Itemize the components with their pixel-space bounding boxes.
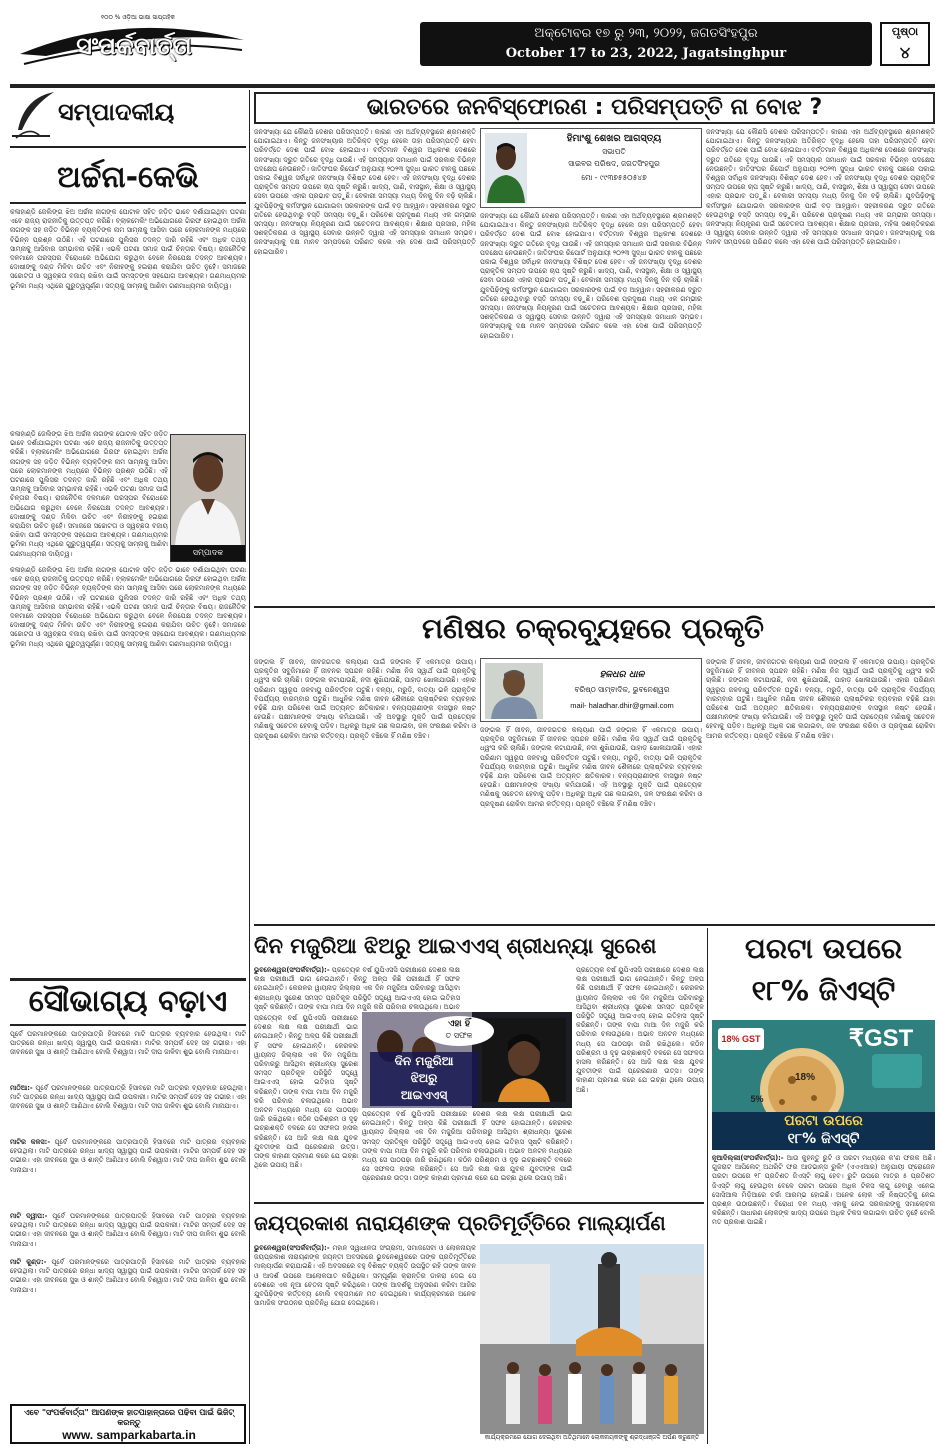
article1-author-photo: [485, 133, 527, 203]
lucky-text-4: ପୂର୍ବେ ଘରମାନଙ୍କରେ ପାତ୍ରପାତ୍ରି ହିସାବରେ ମାଟି ପାତ୍ରର ବ୍ୟବହାର ହେଉଥିଲା। ମାଟି ପାତ୍ରରେ ରନ୍ଧା ଖାଦ୍ୟ ସ୍ୱାସ୍ଥ୍ୟ ପାଇଁ ଉପକାରୀ। ମାଟିର ସମ୍ପର୍କ ଦେହ ସହ ଗଭୀର। ଏହା ଜୀବନରେ ସୁଖ ଓ ଶାନ୍ତି ଆଣିଥାଏ ବୋଲି ବିଶ୍ୱାସ। ମାଟି ଦୀପ ଜାଳିବା ଶୁଭ ବୋଲି ମାନାଯାଏ।: [10, 1258, 246, 1294]
editorial-section-title: ସମ୍ପାଦକୀୟ: [58, 98, 175, 126]
lucky-text-2: ପୂର୍ବେ ଘରମାନଙ୍କରେ ପାତ୍ରପାତ୍ରି ହିସାବରେ ମାଟି ପାତ୍ରର ବ୍ୟବହାର ହେଉଥିଲା। ମାଟି ପାତ୍ରରେ ରନ୍ଧା ଖାଦ୍ୟ ସ୍ୱାସ୍ଥ୍ୟ ପାଇଁ ଉପକାରୀ। ମାଟିର ସମ୍ପର୍କ ଦେହ ସହ ଗଭୀର। ଏହା ଜୀବନରେ ସୁଖ ଓ ଶାନ୍ତି ଆଣିଥାଏ ବୋଲି ବିଶ୍ୱାସ। ମାଟି ଦୀପ ଜାଳିବା ଶୁଭ ବୋଲି ମାନାଯାଏ।: [10, 1138, 246, 1174]
editorial-body-bottom: କଳାହାଣ୍ଡି ଜେଲିଙ୍ଗ ଝିଅ ଅର୍ଚ୍ଚନା ନାଗଙ୍କ ଘୋଟାଳ ସହିତ ଜଡ଼ିତ ଭାବେ ଦର୍ଶାଯାଇଥିବା ଘଟଣା ଏବେ ରାଜ୍ୟ ରାଜନୀତିକୁ ଉତ୍ତପ୍ତ କରିଛି। ବ୍ଲାକମେଲିଂ ଅଭିଯୋଗରେ ଗିରଫ ହୋଇଥିବା ଅର୍ଚ୍ଚନା ନାଗଙ୍କ ସହ ଜଡ଼ିତ ବିଭିନ୍ନ ବ୍ୟକ୍ତିଙ୍କ ନାମ ସାମ୍ନାକୁ ଆସିବା ପରେ ଲୋକମାନଙ୍କ ମଧ୍ୟରେ ବିଭିନ୍ନ ପ୍ରଶ୍ନ ଉଠିଛି। ଏହି ଘଟଣାରେ ପୁଲିସର ତଦନ୍ତ ଜାରି ରହିଛି ଏବଂ ଅଧିକ ତଥ୍ୟ ସାମ୍ନାକୁ ଆସିବାର ସମ୍ଭାବନା ରହିଛି। ଏଭଳି ଘଟଣା ସମାଜ ପାଇଁ ଚିନ୍ତାର ବିଷୟ। ରାଜନୈତିକ ଦଳମାନେ ପରସ୍ପର ବିରୋଧରେ ଅଭିଯୋଗ କରୁଥିବା ବେଳେ ନିରପେକ୍ଷ ତଦନ୍ତ ଆବଶ୍ୟକ। ଦୋଷୀଙ୍କୁ ଦଣ୍ଡ ମିଳିବା ଉଚିତ ଏବଂ ନିରୀହଙ୍କୁ ହଇରାଣ କରାଯିବା ଉଚିତ ନୁହେଁ। ସମାଜରେ ସଚ୍ଚୋଟତା ଓ ସ୍ୱଚ୍ଛତା ବଜାୟ ରଖିବା ପାଇଁ ସମସ୍ତଙ୍କ ସହଯୋଗ ଆବଶ୍ୟକ। ଗଣମାଧ୍ୟମର ଭୂମିକା ମଧ୍ୟ ଏଥିରେ ଗୁରୁତ୍ୱପୂର୍ଣ୍ଣ। ସତ୍ୟକୁ ସାମ୍ନାକୁ ଆଣିବା ଗଣମାଧ୍ୟମର ଦାୟିତ୍ୱ।: [10, 566, 246, 648]
article3-dateline: ଭୁବନେଶ୍ୱର(ସଂପର୍କବାର୍ତ୍ତା):-: [254, 966, 330, 974]
article3-photo-text-5: ଆଇଏଏସ୍: [400, 1088, 448, 1102]
article3-headline: ଦିନ ମଜୁରିଆ ଝିଅରୁ ଆଇଏଏସ୍ ଶ୍ରୀଧନ୍ୟା ସୁରେଶ: [254, 934, 657, 958]
lucky-block-3: [10, 1212, 246, 1256]
lucky-block-4: [10, 1258, 246, 1298]
article1-col2: ଜନସଂଖ୍ୟା ଯେ କୌଣସି ଦେଶର ପରିସମ୍ପତ୍ତି। କାରଣ ଏହା ଅର୍ଥବ୍ୟବସ୍ଥାରେ ଶ୍ରମଶକ୍ତି ଯୋଗାଇଥାଏ। କିନ୍ତୁ ଜନସଂଖ୍ୟାର ଅତିରିକ୍ତ ବୃଦ୍ଧି ହେଲେ ତାହା ପରିସମ୍ପତ୍ତି ହେବା ପରିବର୍ତ୍ତେ ଦେଶ ପାଇଁ ବୋଝ ହୋଇଯାଏ। ବର୍ତ୍ତମାନ ବିଶ୍ୱର ଅଧିକାଂଶ ଦେଶରେ ଜନସଂଖ୍ୟା ଦ୍ରୁତ ଗତିରେ ବୃଦ୍ଧି ପାଉଛି। ଏହି ସମସ୍ୟାର ସମାଧାନ ପାଇଁ ସରକାର ବିଭିନ୍ନ ପଦକ୍ଷେପ ନେଉଛନ୍ତି। ଜାତିସଂଘର ରିପୋର୍ଟ ଅନୁଯାୟୀ ୨୦୨୩ ସୁଦ୍ଧା ଭାରତ ଚୀନକୁ ପଛରେ ପକାଇ ବିଶ୍ୱର ସର୍ବାଧିକ ଜନସଂଖ୍ୟା ବିଶିଷ୍ଟ ଦେଶ ହେବ। ଏହି ଜନସଂଖ୍ୟା ବୃଦ୍ଧି ଦେଶର ପ୍ରାକୃତିକ ସମ୍ପଦ ଉପରେ ଚାପ ସୃଷ୍ଟି କରୁଛି। ଖାଦ୍ୟ, ପାଣି, ବାସସ୍ଥାନ, ଶିକ୍ଷା ଓ ସ୍ୱାସ୍ଥ୍ୟ ସେବା ଉପରେ ଏହାର ପ୍ରଭାବ ପଡ଼ୁଛି। ବେକାରୀ ସମସ୍ୟା ମଧ୍ୟ ଦିନକୁ ଦିନ ବଢ଼ି ଚାଲିଛି। ଯୁବପିଢ଼ିଙ୍କୁ କର୍ମସଂସ୍ଥାନ ଯୋଗାଇବା ସରକାରଙ୍କ ପାଇଁ ବଡ଼ ଆହ୍ୱାନ। ସହରୀକରଣ ଦ୍ରୁତ ଗତିରେ ହେଉଥିବାରୁ ବସ୍ତି ସମସ୍ୟା ବଢ଼ୁଛି। ପରିବେଶ ପ୍ରଦୂଷଣ ମଧ୍ୟ ଏକ ଗମ୍ଭୀର ସମସ୍ୟା। ଜନସଂଖ୍ୟା ନିୟନ୍ତ୍ରଣ ପାଇଁ ସଚେତନତା ଆବଶ୍ୟକ। ଶିକ୍ଷାର ପ୍ରସାର, ମହିଳା ସଶକ୍ତିକରଣ ଓ ସ୍ୱାସ୍ଥ୍ୟ ସେବାର ଉନ୍ନତି ଦ୍ୱାରା ଏହି ସମସ୍ୟାର ସମାଧାନ ସମ୍ଭବ। ଜନସଂଖ୍ୟାକୁ ଦକ୍ଷ ମାନବ ସମ୍ପଦରେ ପରିଣତ କଲେ ଏହା ଦେଶ ପାଇଁ ପରିସମ୍ପତ୍ତି ହୋଇପାରିବ।: [480, 212, 702, 340]
article4-dateline: ନୂଆଦିଲ୍ଲୀ(ସଂପର୍କବାର୍ତ୍ତା):-: [712, 1154, 784, 1162]
article5-body-text: ମହାନ ସ୍ୱାଧୀନତା ସଂଗ୍ରାମୀ, ସମାଜସେବୀ ଓ ଲୋକନାୟକ ଜୟପ୍ରକାଶ ନାରାୟଣଙ୍କ ଜୟନ୍ତୀ ଅବସରରେ ଭୁବନେଶ୍ୱରରେ ତାଙ୍କ ପ୍ରତିମୂର୍ତ୍ତିରେ ମାଲ୍ୟାର୍ପଣ କରାଯାଇଛି। ଏହି ଅବସରରେ ବହୁ ବିଶିଷ୍ଟ ବ୍ୟକ୍ତି ଉପସ୍ଥିତ ରହି ତାଙ୍କ ଜୀବନ ଓ ଆଦର୍ଶ ଉପରେ ଆଲୋକପାତ କରିଥିଲେ। ସମ୍ପୂର୍ଣ୍ଣ କ୍ରାନ୍ତିର ଡାକରା ଦେଇ ସେ ଦେଶରେ ଏକ ନୂଆ ଚେତନା ସୃଷ୍ଟି କରିଥିଲେ। ତାଙ୍କ ଆଦର୍ଶକୁ ଅନୁସରଣ କରିବା ଆଜିର ଯୁବପିଢ଼ିଙ୍କ କର୍ତ୍ତବ୍ୟ ବୋଲି ବକ୍ତାମାନେ ମତ ଦେଇଥିଲେ। କାର୍ଯ୍ୟକ୍ରମରେ ଅନେକ ସାମାଜିକ ସଂଗଠନର ପ୍ରତିନିଧି ଯୋଗ ଦେଇଥିଲେ।: [254, 1244, 476, 1308]
page-number: ୪: [899, 43, 911, 62]
article1-col1: ଜନସଂଖ୍ୟା ଯେ କୌଣସି ଦେଶର ପରିସମ୍ପତ୍ତି। କାରଣ ଏହା ଅର୍ଥବ୍ୟବସ୍ଥାରେ ଶ୍ରମଶକ୍ତି ଯୋଗାଇଥାଏ। କିନ୍ତୁ ଜନସଂଖ୍ୟାର ଅତିରିକ୍ତ ବୃଦ୍ଧି ହେଲେ ତାହା ପରିସମ୍ପତ୍ତି ହେବା ପରିବର୍ତ୍ତେ ଦେଶ ପାଇଁ ବୋଝ ହୋଇଯାଏ। ବର୍ତ୍ତମାନ ବିଶ୍ୱର ଅଧିକାଂଶ ଦେଶରେ ଜନସଂଖ୍ୟା ଦ୍ରୁତ ଗତିରେ ବୃଦ୍ଧି ପାଉଛି। ଏହି ସମସ୍ୟାର ସମାଧାନ ପାଇଁ ସରକାର ବିଭିନ୍ନ ପଦକ୍ଷେପ ନେଉଛନ୍ତି। ଜାତିସଂଘର ରିପୋର୍ଟ ଅନୁଯାୟୀ ୨୦୨୩ ସୁଦ୍ଧା ଭାରତ ଚୀନକୁ ପଛରେ ପକାଇ ବିଶ୍ୱର ସର୍ବାଧିକ ଜନସଂଖ୍ୟା ବିଶିଷ୍ଟ ଦେଶ ହେବ। ଏହି ଜନସଂଖ୍ୟା ବୃଦ୍ଧି ଦେଶର ପ୍ରାକୃତିକ ସମ୍ପଦ ଉପରେ ଚାପ ସୃଷ୍ଟି କରୁଛି। ଖାଦ୍ୟ, ପାଣି, ବାସସ୍ଥାନ, ଶିକ୍ଷା ଓ ସ୍ୱାସ୍ଥ୍ୟ ସେବା ଉପରେ ଏହାର ପ୍ରଭାବ ପଡ଼ୁଛି। ବେକାରୀ ସମସ୍ୟା ମଧ୍ୟ ଦିନକୁ ଦିନ ବଢ଼ି ଚାଲିଛି। ଯୁବପିଢ଼ିଙ୍କୁ କର୍ମସଂସ୍ଥାନ ଯୋଗାଇବା ସରକାରଙ୍କ ପାଇଁ ବଡ଼ ଆହ୍ୱାନ। ସହରୀକରଣ ଦ୍ରୁତ ଗତିରେ ହେଉଥିବାରୁ ବସ୍ତି ସମସ୍ୟା ବଢ଼ୁଛି। ପରିବେଶ ପ୍ରଦୂଷଣ ମଧ୍ୟ ଏକ ଗମ୍ଭୀର ସମସ୍ୟା। ଜନସଂଖ୍ୟା ନିୟନ୍ତ୍ରଣ ପାଇଁ ସଚେତନତା ଆବଶ୍ୟକ। ଶିକ୍ଷାର ପ୍ରସାର, ମହିଳା ସଶକ୍ତିକରଣ ଓ ସ୍ୱାସ୍ଥ୍ୟ ସେବାର ଉନ୍ନତି ଦ୍ୱାରା ଏହି ସମସ୍ୟାର ସମାଧାନ ସମ୍ଭବ। ଜନସଂଖ୍ୟାକୁ ଦକ୍ଷ ମାନବ ସମ୍ପଦରେ ପରିଣତ କଲେ ଏହା ଦେଶ ପାଇଁ ପରିସମ୍ପତ୍ତି ହୋଇପାରିବ।: [254, 128, 476, 256]
article1-author-name: ହିମାଂଶୁ ଶେଖର ଆଗସ୍ତ୍ୟ: [566, 133, 662, 144]
article3-photo-text-3: ଦିନ ମଜୁରିଆ: [394, 1054, 454, 1068]
promo-website-link[interactable]: www. samparkabarta.in: [62, 1428, 196, 1442]
article3-photo-bubble: [424, 1016, 494, 1046]
article3-photo-label-box: [370, 1052, 478, 1106]
masthead-rule: [10, 84, 935, 88]
article1-author-phone: ମୋ - ୯୯୩୭୫୫୦୫୪୭: [581, 173, 647, 182]
article2-headline: ମଣିଷର ଚକ୍ରବ୍ୟୂହରେ ପ୍ରକୃତି: [393, 610, 793, 652]
article2-author-photo: [485, 663, 543, 719]
gst-pct-b: 18%: [794, 1072, 815, 1083]
article3-photo: [362, 1012, 572, 1108]
lucky-block-2: [10, 1138, 246, 1210]
editorial-body-top: କଳାହାଣ୍ଡି ଜେଲିଙ୍ଗ ଝିଅ ଅର୍ଚ୍ଚନା ନାଗଙ୍କ ଘୋଟାଳ ସହିତ ଜଡ଼ିତ ଭାବେ ଦର୍ଶାଯାଇଥିବା ଘଟଣା ଏବେ ରାଜ୍ୟ ରାଜନୀତିକୁ ଉତ୍ତପ୍ତ କରିଛି। ବ୍ଲାକମେଲିଂ ଅଭିଯୋଗରେ ଗିରଫ ହୋଇଥିବା ଅର୍ଚ୍ଚନା ନାଗଙ୍କ ସହ ଜଡ଼ିତ ବିଭିନ୍ନ ବ୍ୟକ୍ତିଙ୍କ ନାମ ସାମ୍ନାକୁ ଆସିବା ପରେ ଲୋକମାନଙ୍କ ମଧ୍ୟରେ ବିଭିନ୍ନ ପ୍ରଶ୍ନ ଉଠିଛି। ଏହି ଘଟଣାରେ ପୁଲିସର ତଦନ୍ତ ଜାରି ରହିଛି ଏବଂ ଅଧିକ ତଥ୍ୟ ସାମ୍ନାକୁ ଆସିବାର ସମ୍ଭାବନା ରହିଛି। ଏଭଳି ଘଟଣା ସମାଜ ପାଇଁ ଚିନ୍ତାର ବିଷୟ। ରାଜନୈତିକ ଦଳମାନେ ପରସ୍ପର ବିରୋଧରେ ଅଭିଯୋଗ କରୁଥିବା ବେଳେ ନିରପେକ୍ଷ ତଦନ୍ତ ଆବଶ୍ୟକ। ଦୋଷୀଙ୍କୁ ଦଣ୍ଡ ମିଳିବା ଉଚିତ ଏବଂ ନିରୀହଙ୍କୁ ହଇରାଣ କରାଯିବା ଉଚିତ ନୁହେଁ। ସମାଜରେ ସଚ୍ଚୋଟତା ଓ ସ୍ୱଚ୍ଛତା ବଜାୟ ରଖିବା ପାଇଁ ସମସ୍ତଙ୍କ ସହଯୋଗ ଆବଶ୍ୟକ। ଗଣମାଧ୍ୟମର ଭୂମିକା ମଧ୍ୟ ଏଥିରେ ଗୁରୁତ୍ୱପୂର୍ଣ୍ଣ। ସତ୍ୟକୁ ସାମ୍ନାକୁ ଆଣିବା ଗଣମାଧ୍ୟମର ଦାୟିତ୍ୱ।: [10, 208, 246, 290]
article1-byline: [480, 128, 702, 208]
article4-body-text: ଆଉ କୁହନ୍ତୁ ରୁଟି ଓ ପରଟା ମଧ୍ୟରେ କ'ଣ ଫରକ ଅଛି। ଗୁଜରାଟ ଆପିଲେଟ୍ ଅଥରିଟି ଫର ଆଡଭାନ୍ସ ରୁଲିଂ (ଏଏଏଆର) ଅନୁଯାୟୀ ଫ୍ରୋଜେନ ପରଟା ଉପରେ ୧୮ ପ୍ରତିଶତ ଜିଏସ୍‌ଟି ଲାଗୁ ହେବ। ରୁଟି ଉପରେ ମାତ୍ର ୫ ପ୍ରତିଶତ ଜିଏସ୍‌ଟି ଲାଗୁ ହେଉଥିବା ବେଳେ ପରଟା ଉପରେ ଅଧିକ ଟିକସ ଲାଗୁ ହେବାରୁ ଏନେଇ ସୋସିଆଲ ମିଡ଼ିଆରେ ଚର୍ଚ୍ଚା ଆରମ୍ଭ ହୋଇଛି। ଅନେକ ଲୋକ ଏହି ନିଷ୍ପତ୍ତିକୁ ନେଇ ପ୍ରଶ୍ନ ଉଠାଉଛନ୍ତି। ବିରୋଧୀ ଦଳ ମଧ୍ୟ ଏହାକୁ ନେଇ ସରକାରଙ୍କୁ ସମାଲୋଚନା କରିଛନ୍ତି। ସାଧାରଣ ଲୋକଙ୍କ ଖାଦ୍ୟ ଉପରେ ଅଧିକ ଟିକସ ଲଗାଇବା ଉଚିତ ନୁହେଁ ବୋଲି ମତ ପ୍ରକାଶ ପାଇଛି।: [712, 1154, 935, 1227]
lucky-label-3: ମାଟି ଦ୍ୱୀପ:-: [10, 1212, 48, 1220]
article3-bottom-rule: [254, 1202, 704, 1204]
article5-headline: ଜୟପ୍ରକାଶ ନାରାୟଣଙ୍କ ପ୍ରତିମୂର୍ତ୍ତିରେ ମାଲ୍ୟାର୍ପଣ: [254, 1211, 666, 1235]
editorial-body-wrap: [10, 430, 168, 562]
article2-col2: ଜଙ୍ଗଲ ହିଁ ଜୀବନ, ଜୀବଜଗତର କଲ୍ୟାଣ ପାଇଁ ଜଙ୍ଗଲ ହିଁ ଏକମାତ୍ର ଉପାୟ। ପ୍ରକୃତିର ସବୁଜିମାରେ ହିଁ ଜୀବନର ସ୍ପନ୍ଦନ ରହିଛି। ମଣିଷ ନିଜ ସ୍ୱାର୍ଥ ପାଇଁ ପ୍ରକୃତିକୁ ଧ୍ୱଂସ କରି ଚାଲିଛି। ଜଙ୍ଗଲ କଟାଯାଉଛି, ନଦୀ ଶୁଖିଯାଉଛି, ପାହାଡ଼ ଖୋଳାଯାଉଛି। ଏହାର ପରିଣାମ ସ୍ୱରୂପ ଜଳବାୟୁ ପରିବର୍ତ୍ତନ ଘଟୁଛି। ବନ୍ୟା, ମରୁଡ଼ି, ବାତ୍ୟା ଭଳି ପ୍ରାକୃତିକ ବିପର୍ଯ୍ୟୟ ବାରମ୍ବାର ଘଟୁଛି। ଆଧୁନିକ ମଣିଷ ଜୀବନ ଶୈଳୀରେ ପ୍ଲାଷ୍ଟିକର ବ୍ୟବହାର ବଢ଼ିଛି ଯାହା ପରିବେଶ ପାଇଁ ଅତ୍ୟନ୍ତ କ୍ଷତିକାରକ। ବନ୍ୟପ୍ରାଣୀଙ୍କ ବାସସ୍ଥାନ ନଷ୍ଟ ହେଉଛି। ପକ୍ଷୀମାନଙ୍କ ସଂଖ୍ୟା କମିଯାଉଛି। ଏହି ଅବସ୍ଥାରୁ ମୁକ୍ତି ପାଇଁ ପ୍ରତ୍ୟେକ ମଣିଷକୁ ସଚେତନ ହେବାକୁ ପଡ଼ିବ। ଅଧିକରୁ ଅଧିକ ଗଛ ଲଗାଇବା, ଜଳ ସଂରକ୍ଷଣ କରିବା ଓ ପ୍ରଦୂଷଣ ରୋକିବା ଆମର କର୍ତ୍ତବ୍ୟ। ପ୍ରକୃତି ବଞ୍ଚିଲେ ହିଁ ମଣିଷ ବଞ୍ଚିବ।: [480, 726, 702, 808]
article4-headline-text: ପରଟା ଉପରେ ୧୮% ଜିଏସ୍‌ଟି: [744, 932, 903, 1007]
editorial-section-head: [10, 90, 246, 142]
page-number-box: [880, 22, 930, 66]
article3-col1: [254, 966, 460, 1012]
article5-dateline: ଭୁବନେଶ୍ୱର(ସଂପର୍କବାର୍ତ୍ତା):-: [254, 1244, 330, 1252]
page-label: ପୃଷ୍ଠା: [891, 25, 919, 38]
gst-badge: 18% GST: [718, 1028, 764, 1050]
article4-body: [712, 1154, 935, 1444]
quill-pen-icon: [10, 90, 56, 140]
article2-col1: ଜଙ୍ଗଲ ହିଁ ଜୀବନ, ଜୀବଜଗତର କଲ୍ୟାଣ ପାଇଁ ଜଙ୍ଗଲ ହିଁ ଏକମାତ୍ର ଉପାୟ। ପ୍ରକୃତିର ସବୁଜିମାରେ ହିଁ ଜୀବନର ସ୍ପନ୍ଦନ ରହିଛି। ମଣିଷ ନିଜ ସ୍ୱାର୍ଥ ପାଇଁ ପ୍ରକୃତିକୁ ଧ୍ୱଂସ କରି ଚାଲିଛି। ଜଙ୍ଗଲ କଟାଯାଉଛି, ନଦୀ ଶୁଖିଯାଉଛି, ପାହାଡ଼ ଖୋଳାଯାଉଛି। ଏହାର ପରିଣାମ ସ୍ୱରୂପ ଜଳବାୟୁ ପରିବର୍ତ୍ତନ ଘଟୁଛି। ବନ୍ୟା, ମରୁଡ଼ି, ବାତ୍ୟା ଭଳି ପ୍ରାକୃତିକ ବିପର୍ଯ୍ୟୟ ବାରମ୍ବାର ଘଟୁଛି। ଆଧୁନିକ ମଣିଷ ଜୀବନ ଶୈଳୀରେ ପ୍ଲାଷ୍ଟିକର ବ୍ୟବହାର ବଢ଼ିଛି ଯାହା ପରିବେଶ ପାଇଁ ଅତ୍ୟନ୍ତ କ୍ଷତିକାରକ। ବନ୍ୟପ୍ରାଣୀଙ୍କ ବାସସ୍ଥାନ ନଷ୍ଟ ହେଉଛି। ପକ୍ଷୀମାନଙ୍କ ସଂଖ୍ୟା କମିଯାଉଛି। ଏହି ଅବସ୍ଥାରୁ ମୁକ୍ତି ପାଇଁ ପ୍ରତ୍ୟେକ ମଣିଷକୁ ସଚେତନ ହେବାକୁ ପଡ଼ିବ। ଅଧିକରୁ ଅଧିକ ଗଛ ଲଗାଇବା, ଜଳ ସଂରକ୍ଷଣ କରିବା ଓ ପ୍ରଦୂଷଣ ରୋକିବା ଆମର କର୍ତ୍ତବ୍ୟ। ପ୍ରକୃତି ବଞ୍ଚିଲେ ହିଁ ମଣିଷ ବଞ୍ଚିବ।: [254, 658, 476, 740]
editorial-rule: [10, 146, 246, 148]
article2-author-name: ହଳଧର ଧାଳ: [599, 669, 645, 680]
article1-author-role: ସଭାପତି: [602, 147, 626, 156]
article3-col1-side: ପ୍ରତ୍ୟେକ ବର୍ଷ ୟୁପିଏସସି ପରୀକ୍ଷାରେ ଦେଶର ଲକ୍ଷ ଲକ୍ଷ ପରୀକ୍ଷାର୍ଥୀ ଭାଗ ନେଇଥାନ୍ତି। କିନ୍ତୁ ଅଳ୍ପ କିଛି ପରୀକ୍ଷାର୍ଥୀ ହିଁ ସଫଳ ହୋଇଥାନ୍ତି। କେରଳର ୱାୟନାଡ଼ ଜିଲ୍ଲାର ଏକ ଦିନ ମଜୁରିଆ ପରିବାରରୁ ଆସିଥିବା ଶ୍ରୀଧନ୍ୟା ସୁରେଶ ସମସ୍ତ ପ୍ରତିକୂଳ ପରିସ୍ଥିତି ସତ୍ତ୍ୱେ ଆଇଏଏସ୍ ହୋଇ ଇତିହାସ ସୃଷ୍ଟି କରିଛନ୍ତି। ତାଙ୍କ ବାପା ମାଆ ଦିନ ମଜୁରି କରି ପରିବାର ଚଳାଉଥିଲେ। ଅଭାବ ଅନଟନ ମଧ୍ୟରେ ମଧ୍ୟ ସେ ପାଠପଢ଼ା ଜାରି ରଖିଥିଲେ। କଠିନ ପରିଶ୍ରମ ଓ ଦୃଢ଼ ଇଚ୍ଛାଶକ୍ତି ବଳରେ ସେ ସଫଳତା ହାସଲ କରିଛନ୍ତି। ସେ ଆଜି ଲକ୍ଷ ଲକ୍ଷ ଯୁବକ ଯୁବତୀଙ୍କ ପାଇଁ ପ୍ରେରଣାର ଉତ୍ସ। ତାଙ୍କ କାହାଣୀ ପ୍ରମାଣ କରେ ଯେ ଇଚ୍ଛା ଥିଲେ ଉପାୟ ଅଛି।: [254, 1014, 358, 1170]
gst-banner-line-1: ପରଟା ଉପରେ: [784, 1113, 863, 1129]
article3-col2: ପ୍ରତ୍ୟେକ ବର୍ଷ ୟୁପିଏସସି ପରୀକ୍ଷାରେ ଦେଶର ଲକ୍ଷ ଲକ୍ଷ ପରୀକ୍ଷାର୍ଥୀ ଭାଗ ନେଇଥାନ୍ତି। କିନ୍ତୁ ଅଳ୍ପ କିଛି ପରୀକ୍ଷାର୍ଥୀ ହିଁ ସଫଳ ହୋଇଥାନ୍ତି। କେରଳର ୱାୟନାଡ଼ ଜିଲ୍ଲାର ଏକ ଦିନ ମଜୁରିଆ ପରିବାରରୁ ଆସିଥିବା ଶ୍ରୀଧନ୍ୟା ସୁରେଶ ସମସ୍ତ ପ୍ରତିକୂଳ ପରିସ୍ଥିତି ସତ୍ତ୍ୱେ ଆଇଏଏସ୍ ହୋଇ ଇତିହାସ ସୃଷ୍ଟି କରିଛନ୍ତି। ତାଙ୍କ ବାପା ମାଆ ଦିନ ମଜୁରି କରି ପରିବାର ଚଳାଉଥିଲେ। ଅଭାବ ଅନଟନ ମଧ୍ୟରେ ମଧ୍ୟ ସେ ପାଠପଢ଼ା ଜାରି ରଖିଥିଲେ। କଠିନ ପରିଶ୍ରମ ଓ ଦୃଢ଼ ଇଚ୍ଛାଶକ୍ତି ବଳରେ ସେ ସଫଳତା ହାସଲ କରିଛନ୍ତି। ସେ ଆଜି ଲକ୍ଷ ଲକ୍ଷ ଯୁବକ ଯୁବତୀଙ୍କ ପାଇଁ ପ୍ରେରଣାର ଉତ୍ସ। ତାଙ୍କ କାହାଣୀ ପ୍ରମାଣ କରେ ଯେ ଇଚ୍ଛା ଥିଲେ ଉପାୟ ଅଛି।: [576, 966, 704, 1094]
article3-photo-text-2: ତ ସଫଳ: [445, 1031, 473, 1040]
article4-graphic: [712, 1020, 935, 1150]
lucky-title: ସୌଭାଗ୍ୟ ବଢ଼ାଏ: [28, 984, 228, 1019]
article4-headline: [712, 928, 935, 1018]
lucky-label-4: ମାଟି କୁଣ୍ଡ:-: [10, 1258, 47, 1266]
article1-headline: ଭାରତରେ ଜନବିସ୍ଫୋରଣ : ପରିସମ୍ପତ୍ତି ନା ବୋଝ ?: [254, 92, 935, 124]
lucky-title-rule: [10, 1024, 246, 1026]
column-divider: [249, 90, 250, 1444]
masthead-date-bar: [420, 22, 872, 66]
lucky-top-rule: [10, 978, 246, 981]
gst-pct-a: 5%: [750, 1094, 764, 1104]
article3-photo-text-1: ଏହା ହିଁ: [447, 1019, 470, 1029]
article3-col1-bottom: ପ୍ରତ୍ୟେକ ବର୍ଷ ୟୁପିଏସସି ପରୀକ୍ଷାରେ ଦେଶର ଲକ୍ଷ ଲକ୍ଷ ପରୀକ୍ଷାର୍ଥୀ ଭାଗ ନେଇଥାନ୍ତି। କିନ୍ତୁ ଅଳ୍ପ କିଛି ପରୀକ୍ଷାର୍ଥୀ ହିଁ ସଫଳ ହୋଇଥାନ୍ତି। କେରଳର ୱାୟନାଡ଼ ଜିଲ୍ଲାର ଏକ ଦିନ ମଜୁରିଆ ପରିବାରରୁ ଆସିଥିବା ଶ୍ରୀଧନ୍ୟା ସୁରେଶ ସମସ୍ତ ପ୍ରତିକୂଳ ପରିସ୍ଥିତି ସତ୍ତ୍ୱେ ଆଇଏଏସ୍ ହୋଇ ଇତିହାସ ସୃଷ୍ଟି କରିଛନ୍ତି। ତାଙ୍କ ବାପା ମାଆ ଦିନ ମଜୁରି କରି ପରିବାର ଚଳାଉଥିଲେ। ଅଭାବ ଅନଟନ ମଧ୍ୟରେ ମଧ୍ୟ ସେ ପାଠପଢ଼ା ଜାରି ରଖିଥିଲେ। କଠିନ ପରିଶ୍ରମ ଓ ଦୃଢ଼ ଇଚ୍ଛାଶକ୍ତି ବଳରେ ସେ ସଫଳତା ହାସଲ କରିଛନ୍ତି। ସେ ଆଜି ଲକ୍ଷ ଲକ୍ଷ ଯୁବକ ଯୁବତୀଙ୍କ ପାଇଁ ପ୍ରେରଣାର ଉତ୍ସ। ତାଙ୍କ କାହାଣୀ ପ୍ରମାଣ କରେ ଯେ ଇଚ୍ଛା ଥିଲେ ଉପାୟ ଅଛି।: [362, 1110, 572, 1183]
lucky-text-3: ପୂର୍ବେ ଘରମାନଙ୍କରେ ପାତ୍ରପାତ୍ରି ହିସାବରେ ମାଟି ପାତ୍ରର ବ୍ୟବହାର ହେଉଥିଲା। ମାଟି ପାତ୍ରରେ ରନ୍ଧା ଖାଦ୍ୟ ସ୍ୱାସ୍ଥ୍ୟ ପାଇଁ ଉପକାରୀ। ମାଟିର ସମ୍ପର୍କ ଦେହ ସହ ଗଭୀର। ଏହା ଜୀବନରେ ସୁଖ ଓ ଶାନ୍ତି ଆଣିଥାଏ ବୋଲି ବିଶ୍ୱାସ। ମାଟି ଦୀପ ଜାଳିବା ଶୁଭ ବୋଲି ମାନାଯାଏ।: [10, 1212, 246, 1248]
lucky-text-1: ପୂର୍ବେ ଘରମାନଙ୍କରେ ପାତ୍ରପାତ୍ରି ହିସାବରେ ମାଟି ପାତ୍ରର ବ୍ୟବହାର ହେଉଥିଲା। ମାଟି ପାତ୍ରରେ ରନ୍ଧା ଖାଦ୍ୟ ସ୍ୱାସ୍ଥ୍ୟ ପାଇଁ ଉପକାରୀ। ମାଟିର ସମ୍ପର୍କ ଦେହ ସହ ଗଭୀର। ଏହା ଜୀବନରେ ସୁଖ ଓ ଶାନ୍ତି ଆଣିଥାଏ ବୋଲି ବିଶ୍ୱାସ। ମାଟି ଦୀପ ଜାଳିବା ଶୁଭ ବୋଲି ମାନାଯାଏ।: [10, 1084, 246, 1111]
article1-col3: ଜନସଂଖ୍ୟା ଯେ କୌଣସି ଦେଶର ପରିସମ୍ପତ୍ତି। କାରଣ ଏହା ଅର୍ଥବ୍ୟବସ୍ଥାରେ ଶ୍ରମଶକ୍ତି ଯୋଗାଇଥାଏ। କିନ୍ତୁ ଜନସଂଖ୍ୟାର ଅତିରିକ୍ତ ବୃଦ୍ଧି ହେଲେ ତାହା ପରିସମ୍ପତ୍ତି ହେବା ପରିବର୍ତ୍ତେ ଦେଶ ପାଇଁ ବୋଝ ହୋଇଯାଏ। ବର୍ତ୍ତମାନ ବିଶ୍ୱର ଅଧିକାଂଶ ଦେଶରେ ଜନସଂଖ୍ୟା ଦ୍ରୁତ ଗତିରେ ବୃଦ୍ଧି ପାଉଛି। ଏହି ସମସ୍ୟାର ସମାଧାନ ପାଇଁ ସରକାର ବିଭିନ୍ନ ପଦକ୍ଷେପ ନେଉଛନ୍ତି। ଜାତିସଂଘର ରିପୋର୍ଟ ଅନୁଯାୟୀ ୨୦୨୩ ସୁଦ୍ଧା ଭାରତ ଚୀନକୁ ପଛରେ ପକାଇ ବିଶ୍ୱର ସର୍ବାଧିକ ଜନସଂଖ୍ୟା ବିଶିଷ୍ଟ ଦେଶ ହେବ। ଏହି ଜନସଂଖ୍ୟା ବୃଦ୍ଧି ଦେଶର ପ୍ରାକୃତିକ ସମ୍ପଦ ଉପରେ ଚାପ ସୃଷ୍ଟି କରୁଛି। ଖାଦ୍ୟ, ପାଣି, ବାସସ୍ଥାନ, ଶିକ୍ଷା ଓ ସ୍ୱାସ୍ଥ୍ୟ ସେବା ଉପରେ ଏହାର ପ୍ରଭାବ ପଡ଼ୁଛି। ବେକାରୀ ସମସ୍ୟା ମଧ୍ୟ ଦିନକୁ ଦିନ ବଢ଼ି ଚାଲିଛି। ଯୁବପିଢ଼ିଙ୍କୁ କର୍ମସଂସ୍ଥାନ ଯୋଗାଇବା ସରକାରଙ୍କ ପାଇଁ ବଡ଼ ଆହ୍ୱାନ। ସହରୀକରଣ ଦ୍ରୁତ ଗତିରେ ହେଉଥିବାରୁ ବସ୍ତି ସମସ୍ୟା ବଢ଼ୁଛି। ପରିବେଶ ପ୍ରଦୂଷଣ ମଧ୍ୟ ଏକ ଗମ୍ଭୀର ସମସ୍ୟା। ଜନସଂଖ୍ୟା ନିୟନ୍ତ୍ରଣ ପାଇଁ ସଚେତନତା ଆବଶ୍ୟକ। ଶିକ୍ଷାର ପ୍ରସାର, ମହିଳା ସଶକ୍ତିକରଣ ଓ ସ୍ୱାସ୍ଥ୍ୟ ସେବାର ଉନ୍ନତି ଦ୍ୱାରା ଏହି ସମସ୍ୟାର ସମାଧାନ ସମ୍ଭବ। ଜନସଂଖ୍ୟାକୁ ଦକ୍ଷ ମାନବ ସମ୍ପଦରେ ପରିଣତ କଲେ ଏହା ଦେଶ ପାଇଁ ପରିସମ୍ପତ୍ତି ହୋଇପାରିବ।: [706, 128, 935, 247]
lucky-block-1: [10, 1084, 246, 1136]
article5-photo-caption: କାର୍ଯ୍ୟକ୍ରମରେ ଯୋଗ ଦେଇଥିବା ଅତିଥିମାନେ ଲୋକନାୟକଙ୍କୁ ଶ୍ରଦ୍ଧାଞ୍ଜଳି ଅର୍ପଣ କରୁଛନ୍ତି: [484, 1434, 700, 1441]
editorial-title: ଅର୍ଚ୍ଚନା-କେଭି: [57, 160, 199, 195]
editorial-title-rule: [10, 202, 246, 204]
article5-body: [254, 1244, 476, 1444]
editor-photo: [170, 434, 246, 562]
promo-text: ଏବେ "ସଂପର୍କବାର୍ତ୍ତା" ଆପଣଙ୍କ ହାତପାହାନ୍ତାରେ ପଢିବା ପାଇଁ ଭିଜିଟ୍ କରନ୍ତୁ: [23, 1408, 235, 1427]
masthead-date-odia: ଅକ୍ଟୋବର ୧୭ ରୁ ୨୩, ୨୦୨୨, ଜଗତସିଂହପୁର: [534, 26, 758, 41]
article1-author-org: ସାଇବର ପରିଷଦ, ଜଗତସିଂହପୁର: [568, 159, 660, 168]
masthead-tagline: ୧୦୦ % ଓଡ଼ିଆ ଭାଷା ସାପ୍ତାହିକ: [101, 14, 175, 21]
gst-rupee-label: ₹GST: [848, 1025, 914, 1052]
article3-photo-text-4: ଝିଅରୁ: [410, 1071, 438, 1085]
article3-right-rule: [707, 928, 708, 1444]
masthead-date-english: October 17 to 23, 2022, Jagatsinghpur: [505, 46, 787, 61]
lucky-label-1: ମାଠିଆ:-: [10, 1084, 33, 1092]
masthead: [10, 8, 935, 92]
article2-col3: ଜଙ୍ଗଲ ହିଁ ଜୀବନ, ଜୀବଜଗତର କଲ୍ୟାଣ ପାଇଁ ଜଙ୍ଗଲ ହିଁ ଏକମାତ୍ର ଉପାୟ। ପ୍ରକୃତିର ସବୁଜିମାରେ ହିଁ ଜୀବନର ସ୍ପନ୍ଦନ ରହିଛି। ମଣିଷ ନିଜ ସ୍ୱାର୍ଥ ପାଇଁ ପ୍ରକୃତିକୁ ଧ୍ୱଂସ କରି ଚାଲିଛି। ଜଙ୍ଗଲ କଟାଯାଉଛି, ନଦୀ ଶୁଖିଯାଉଛି, ପାହାଡ଼ ଖୋଳାଯାଉଛି। ଏହାର ପରିଣାମ ସ୍ୱରୂପ ଜଳବାୟୁ ପରିବର୍ତ୍ତନ ଘଟୁଛି। ବନ୍ୟା, ମରୁଡ଼ି, ବାତ୍ୟା ଭଳି ପ୍ରାକୃତିକ ବିପର୍ଯ୍ୟୟ ବାରମ୍ବାର ଘଟୁଛି। ଆଧୁନିକ ମଣିଷ ଜୀବନ ଶୈଳୀରେ ପ୍ଲାଷ୍ଟିକର ବ୍ୟବହାର ବଢ଼ିଛି ଯାହା ପରିବେଶ ପାଇଁ ଅତ୍ୟନ୍ତ କ୍ଷତିକାରକ। ବନ୍ୟପ୍ରାଣୀଙ୍କ ବାସସ୍ଥାନ ନଷ୍ଟ ହେଉଛି। ପକ୍ଷୀମାନଙ୍କ ସଂଖ୍ୟା କମିଯାଉଛି। ଏହି ଅବସ୍ଥାରୁ ମୁକ୍ତି ପାଇଁ ପ୍ରତ୍ୟେକ ମଣିଷକୁ ସଚେତନ ହେବାକୁ ପଡ଼ିବ। ଅଧିକରୁ ଅଧିକ ଗଛ ଲଗାଇବା, ଜଳ ସଂରକ୍ଷଣ କରିବା ଓ ପ୍ରଦୂଷଣ ରୋକିବା ଆମର କର୍ତ୍ତବ୍ୟ। ପ୍ରକୃତି ବଞ୍ଚିଲେ ହିଁ ମଣିଷ ବଞ୍ଚିବ।: [706, 658, 935, 740]
gst-banner: [712, 1112, 935, 1150]
masthead-logo: [16, 14, 248, 72]
editor-photo-caption: ସମ୍ପାଦକ: [171, 545, 245, 561]
masthead-name: ସଂପର୍କବାର୍ତ୍ତା: [76, 32, 192, 60]
article2-bottom-rule: [254, 924, 935, 926]
article2-author-email[interactable]: mail- haladhar.dhir@gmail.com: [570, 701, 674, 710]
promo-box: [10, 1404, 246, 1444]
article5-photo: [480, 1244, 704, 1434]
lucky-intro: ପୂର୍ବେ ଘରମାନଙ୍କରେ ପାତ୍ରପାତ୍ରି ହିସାବରେ ମାଟି ପାତ୍ରର ବ୍ୟବହାର ହେଉଥିଲା। ମାଟି ପାତ୍ରରେ ରନ୍ଧା ଖାଦ୍ୟ ସ୍ୱାସ୍ଥ୍ୟ ପାଇଁ ଉପକାରୀ। ମାଟିର ସମ୍ପର୍କ ଦେହ ସହ ଗଭୀର। ଏହା ଜୀବନରେ ସୁଖ ଓ ଶାନ୍ତି ଆଣିଥାଏ ବୋଲି ବିଶ୍ୱାସ। ମାଟି ଦୀପ ଜାଳିବା ଶୁଭ ବୋଲି ମାନାଯାଏ।: [10, 1030, 246, 1057]
gst-banner-line-2: ୧୮% ଜିଏସ୍‌ଟି: [787, 1131, 860, 1147]
article2-byline: [480, 658, 702, 722]
article2-author-role: ବରିଷ୍ଠ ସାମ୍ବାଦିକ, ଭୁବନେଶ୍ୱର: [574, 685, 670, 694]
lucky-label-2: ମାଟିର କଳସ:-: [10, 1138, 51, 1146]
editorial-body-continued: କଳାହାଣ୍ଡି ଜେଲିଙ୍ଗ ଝିଅ ଅର୍ଚ୍ଚନା ନାଗଙ୍କ ଘୋଟାଳ ସହିତ ଜଡ଼ିତ ଭାବେ ଦର୍ଶାଯାଇଥିବା ଘଟଣା ଏବେ ରାଜ୍ୟ ରାଜନୀତିକୁ ଉତ୍ତପ୍ତ କରିଛି। ବ୍ଲାକମେଲିଂ ଅଭିଯୋଗରେ ଗିରଫ ହୋଇଥିବା ଅର୍ଚ୍ଚନା ନାଗଙ୍କ ସହ ଜଡ଼ିତ ବିଭିନ୍ନ ବ୍ୟକ୍ତିଙ୍କ ନାମ ସାମ୍ନାକୁ ଆସିବା ପରେ ଲୋକମାନଙ୍କ ମଧ୍ୟରେ ବିଭିନ୍ନ ପ୍ରଶ୍ନ ଉଠିଛି। ଏହି ଘଟଣାରେ ପୁଲିସର ତଦନ୍ତ ଜାରି ରହିଛି ଏବଂ ଅଧିକ ତଥ୍ୟ ସାମ୍ନାକୁ ଆସିବାର ସମ୍ଭାବନା ରହିଛି। ଏଭଳି ଘଟଣା ସମାଜ ପାଇଁ ଚିନ୍ତାର ବିଷୟ। ରାଜନୈତିକ ଦଳମାନେ ପରସ୍ପର ବିରୋଧରେ ଅଭିଯୋଗ କରୁଥିବା ବେଳେ ନିରପେକ୍ଷ ତଦନ୍ତ ଆବଶ୍ୟକ। ଦୋଷୀଙ୍କୁ ଦଣ୍ଡ ମିଳିବା ଉଚିତ ଏବଂ ନିରୀହଙ୍କୁ ହଇରାଣ କରାଯିବା ଉଚିତ ନୁହେଁ। ସମାଜରେ ସଚ୍ଚୋଟତା ଓ ସ୍ୱଚ୍ଛତା ବଜାୟ ରଖିବା ପାଇଁ ସମସ୍ତଙ୍କ ସହଯୋଗ ଆବଶ୍ୟକ। ଗଣମାଧ୍ୟମର ଭୂମିକା ମଧ୍ୟ ଏଥିରେ ଗୁରୁତ୍ୱପୂର୍ଣ୍ଣ। ସତ୍ୟକୁ ସାମ୍ନାକୁ ଆଣିବା ଗଣମାଧ୍ୟମର ଦାୟିତ୍ୱ।: [10, 430, 168, 558]
article1-bottom-rule: [254, 606, 935, 608]
article3-col1-text: ପ୍ରତ୍ୟେକ ବର୍ଷ ୟୁପିଏସସି ପରୀକ୍ଷାରେ ଦେଶର ଲକ୍ଷ ଲକ୍ଷ ପରୀକ୍ଷାର୍ଥୀ ଭାଗ ନେଇଥାନ୍ତି। କିନ୍ତୁ ଅଳ୍ପ କିଛି ପରୀକ୍ଷାର୍ଥୀ ହିଁ ସଫଳ ହୋଇଥାନ୍ତି। କେରଳର ୱାୟନାଡ଼ ଜିଲ୍ଲାର ଏକ ଦିନ ମଜୁରିଆ ପରିବାରରୁ ଆସିଥିବା ଶ୍ରୀଧନ୍ୟା ସୁରେଶ ସମସ୍ତ ପ୍ରତିକୂଳ ପରିସ୍ଥିତି ସତ୍ତ୍ୱେ ଆଇଏଏସ୍ ହୋଇ ଇତିହାସ ସୃଷ୍ଟି କରିଛନ୍ତି। ତାଙ୍କ ବାପା ମାଆ ଦିନ ମଜୁରି କରି ପରିବାର ଚଳାଉଥିଲେ। ଅଭାବ: [254, 966, 460, 1011]
